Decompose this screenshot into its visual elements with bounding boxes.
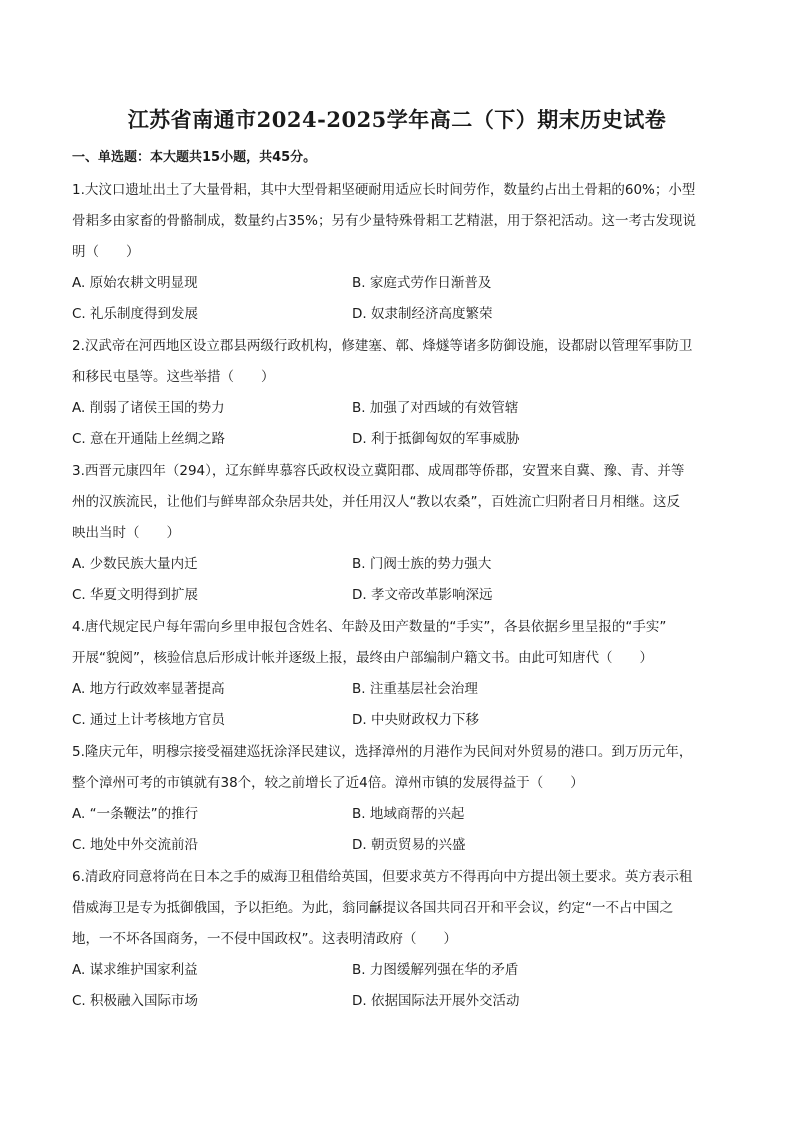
question-1-option-a[interactable]: A. 原始农耕文明显现 [72,275,198,291]
page-title: 江苏省南通市2024-2025学年高二（下）期末历史试卷 [127,107,667,132]
question-6-line-3: 地，一不坏各国商务，一不侵中国政权”。这表明清政府（ ） [72,931,457,947]
question-4-line-1: 4.唐代规定民户每年需向乡里申报包含姓名、年龄及田产数量的“手实”，各县依据乡里呈报的“手实” [72,619,667,635]
question-2-line-2: 和移民屯垦等。这些举措（ ） [72,369,275,385]
question-3-line-1: 3.西晋元康四年（294），辽东鲜卑慕容氏政权设立冀阳郡、成周郡等侨郡，安置来自冀、豫、青、并等 [72,463,685,479]
question-4-option-c[interactable]: C. 通过上计考核地方官员 [72,712,226,728]
question-5-option-b[interactable]: B. 地域商帮的兴起 [352,806,465,822]
question-2-option-b[interactable]: B. 加强了对西域的有效管辖 [352,400,519,416]
question-1-line-2: 骨耜多由家畜的骨骼制成，数量约占35%；另有少量特殊骨耜工艺精湛，用于祭祀活动。这一考古发现说 [72,213,697,229]
question-5-line-1: 5.隆庆元年，明穆宗接受福建巡抚涂泽民建议，选择漳州的月港作为民间对外贸易的港口。到万历元年， [72,744,693,760]
question-6-option-a[interactable]: A. 谋求维护国家利益 [72,962,198,978]
question-6-line-2: 借威海卫是专为抵御俄国，予以拒绝。为此，翁同龢提议各国共同召开和平会议，约定“一不占中国之 [72,900,673,916]
question-3-line-2: 州的汉族流民，让他们与鲜卑部众杂居共处，并任用汉人“教以农桑”，百姓流亡归附者日月相继。这反 [72,494,680,510]
question-4-line-2: 开展“貌阅”，核验信息后形成计帐并逐级上报，最终由户部编制户籍文书。由此可知唐代（ ） [72,650,653,666]
question-3-option-b[interactable]: B. 门阀士族的势力强大 [352,556,492,572]
question-4-option-b[interactable]: B. 注重基层社会治理 [352,681,478,697]
question-5-option-d[interactable]: D. 朝贡贸易的兴盛 [352,837,466,853]
question-6-option-b[interactable]: B. 力图缓解列强在华的矛盾 [352,962,519,978]
question-3-option-c[interactable]: C. 华夏文明得到扩展 [72,587,199,603]
question-3-option-a[interactable]: A. 少数民族大量内迁 [72,556,198,572]
question-2-option-d[interactable]: D. 利于抵御匈奴的军事威胁 [352,431,520,447]
question-2-option-c[interactable]: C. 意在开通陆上丝绸之路 [72,431,226,447]
question-6-line-1: 6.清政府同意将尚在日本之手的威海卫租借给英国，但要求英方不得再向中方提出领土要求。英方表示租 [72,869,693,885]
question-1-line-1: 1.大汶口遗址出土了大量骨耜，其中大型骨耜坚硬耐用适应长时间劳作，数量约占出土骨耜的60%；小型 [72,182,696,198]
question-3-line-3: 映出当时（ ） [72,525,180,541]
question-2-option-a[interactable]: A. 削弱了诸侯王国的势力 [72,400,225,416]
question-5-line-2: 整个漳州可考的市镇就有38个，较之前增长了近4倍。漳州市镇的发展得益于（ ） [72,775,584,791]
question-4-option-d[interactable]: D. 中央财政权力下移 [352,712,479,728]
question-1-line-3: 明（ ） [72,244,140,260]
section-heading: 一、单选题：本大题共15小题，共45分。 [72,150,317,165]
question-6-option-d[interactable]: D. 依据国际法开展外交活动 [352,993,520,1009]
question-4-option-a[interactable]: A. 地方行政效率显著提高 [72,681,225,697]
question-1-option-d[interactable]: D. 奴隶制经济高度繁荣 [352,306,493,322]
question-3-option-d[interactable]: D. 孝文帝改革影响深远 [352,587,493,603]
question-1-option-b[interactable]: B. 家庭式劳作日渐普及 [352,275,492,291]
question-1-option-c[interactable]: C. 礼乐制度得到发展 [72,306,199,322]
question-5-option-c[interactable]: C. 地处中外交流前沿 [72,837,199,853]
question-5-option-a[interactable]: A. “一条鞭法”的推行 [72,806,199,822]
question-2-line-1: 2.汉武帝在河西地区设立郡县两级行政机构，修建塞、鄣、烽燧等诸多防御设施，设都尉以管理军事防卫 [72,338,693,354]
question-6-option-c[interactable]: C. 积极融入国际市场 [72,993,199,1009]
